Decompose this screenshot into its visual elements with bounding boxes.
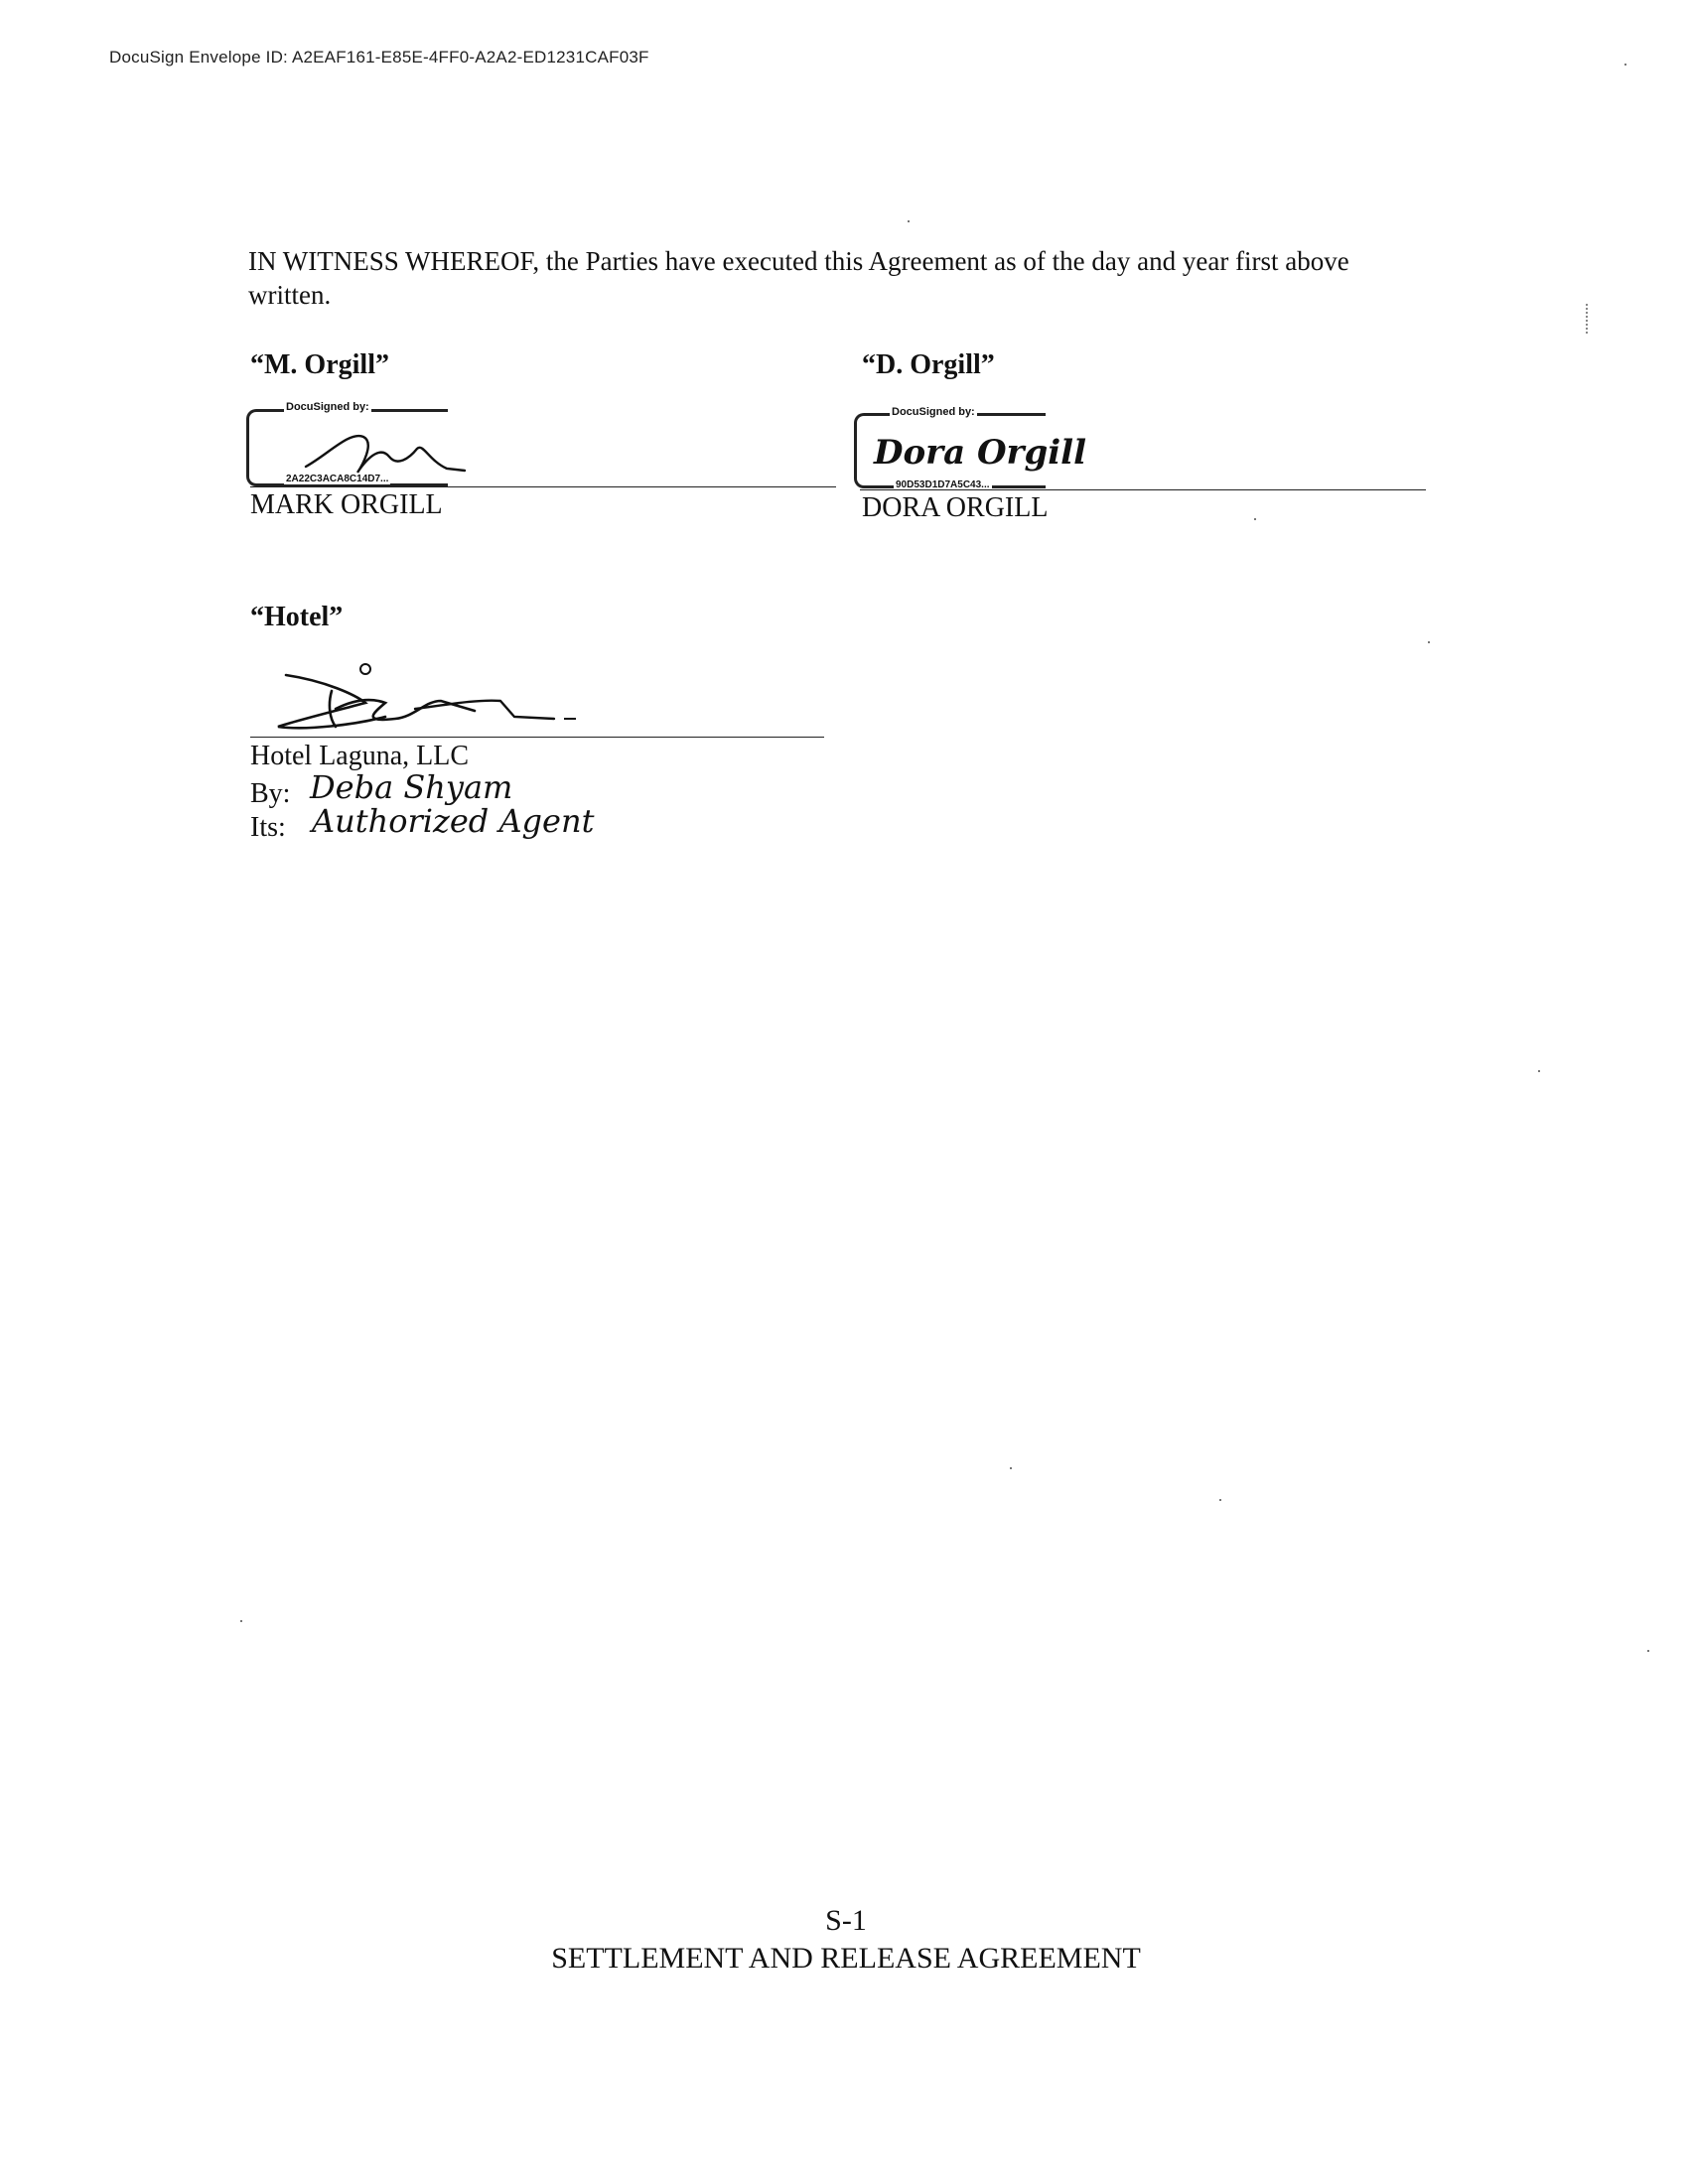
page-number: S-1 — [825, 1904, 867, 1937]
d-orgill-signature-id: 90D53D1D7A5C43... — [896, 479, 990, 490]
hotel-by-value: Deba Shyam — [310, 768, 513, 806]
envelope-id-header: DocuSign Envelope ID: A2EAF161-E85E-4FF0-A2A2-ED1231CAF03F — [109, 48, 649, 67]
d-orgill-label: “D. Orgill” — [862, 349, 995, 380]
hotel-its-value: Authorized Agent — [312, 802, 595, 840]
scan-speck — [1428, 641, 1430, 643]
witness-clause: IN WITNESS WHEREOF, the Parties have executed this Agreement as of the day and year first above written. — [248, 246, 1349, 310]
scan-speck — [1624, 64, 1626, 66]
d-orgill-docusigned-by: DocuSigned by: — [892, 406, 975, 418]
m-orgill-label: “M. Orgill” — [250, 349, 389, 380]
hotel-company-name: Hotel Laguna, LLC — [250, 741, 470, 771]
scan-speck — [1647, 1650, 1649, 1652]
scan-speck — [1538, 1070, 1540, 1072]
scan-dotted-mark — [1586, 304, 1588, 334]
hotel-label: “Hotel” — [250, 602, 344, 632]
m-orgill-signature-line — [250, 486, 836, 487]
d-orgill-signature-image: Dora Orgill — [874, 433, 1086, 473]
document-title-footer: SETTLEMENT AND RELEASE AGREEMENT — [551, 1942, 1141, 1975]
hotel-by-label: By: — [250, 778, 291, 809]
scan-speck — [1219, 1499, 1221, 1501]
scan-speck — [908, 220, 910, 222]
hotel-its-label: Its: — [250, 812, 286, 843]
scan-speck — [1254, 518, 1256, 520]
m-orgill-docusigned-by: DocuSigned by: — [286, 401, 369, 413]
m-orgill-signature-id: 2A22C3ACA8C14D7... — [286, 474, 389, 484]
hotel-signature-line — [250, 737, 824, 738]
d-orgill-name: DORA ORGILL — [862, 492, 1049, 523]
scan-speck — [1010, 1467, 1012, 1469]
scan-speck — [240, 1620, 242, 1622]
hotel-signature-image — [266, 661, 584, 741]
m-orgill-name: MARK ORGILL — [250, 489, 443, 520]
d-orgill-signature-line — [860, 489, 1426, 490]
